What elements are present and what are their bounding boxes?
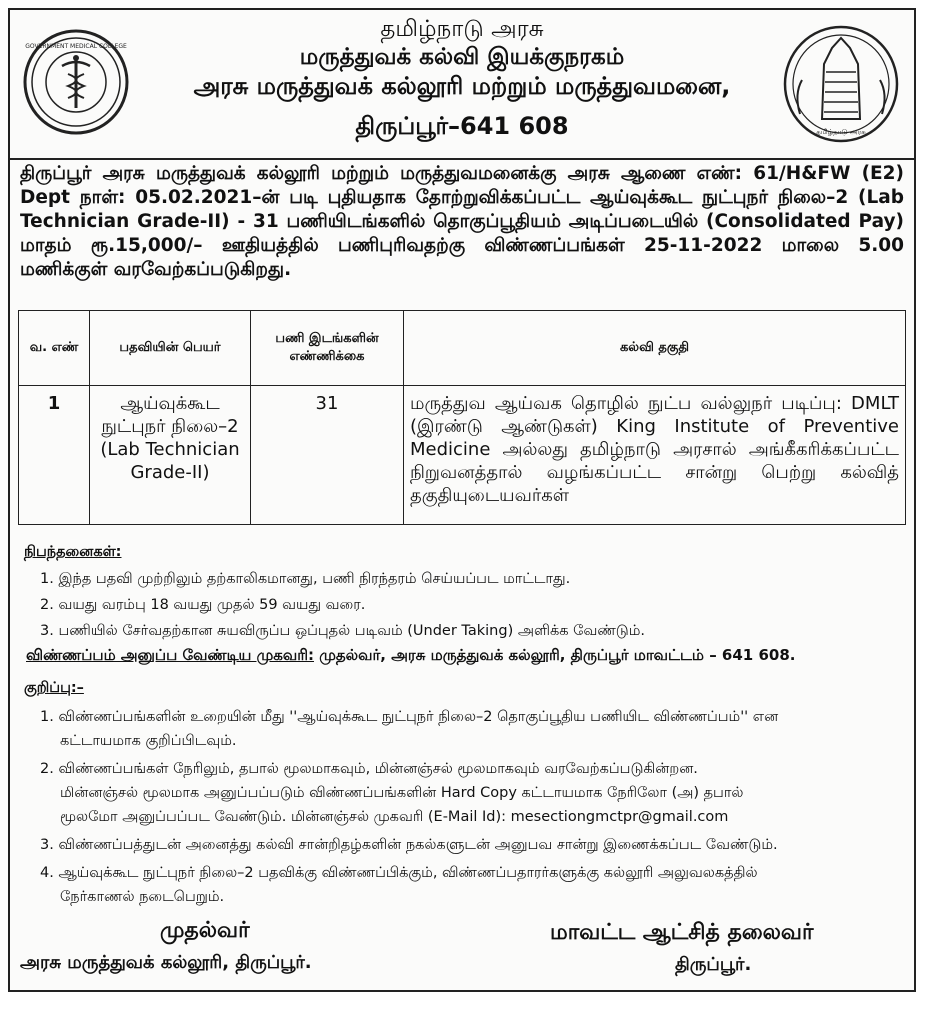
- condition-item: 3. பணியில் சேர்வதற்கான சுயவிருப்ப ஒப்புதல் படிவம் (Under Taking) அளிக்க வேண்டும்.: [40, 623, 645, 639]
- post-name-tamil: ஆய்வுக்கூட நுட்புநர் நிலை–2: [101, 393, 239, 437]
- note-item: 3. விண்ணப்பத்துடன் அனைத்து கல்வி சான்றிதழ்களின் நகல்களுடன் அனுபவ சான்று இணைக்கப்பட வேண்டும்.: [40, 837, 778, 853]
- seal-caption: GOVERNMENT MEDICAL COLLEGE: [25, 43, 127, 50]
- note-item: நேர்காணல் நடைபெறும்.: [60, 889, 225, 905]
- note-item: மின்னஞ்சல் மூலமாக அனுப்பப்படும் விண்ணப்பங்களின் Hard Copy கட்டாயமாக நேரிலோ (அ) தபால்: [60, 785, 744, 801]
- cell-post: [90, 386, 251, 525]
- principal-subtitle: அரசு மருத்துவக் கல்லூரி, திருப்பூர்.: [20, 952, 312, 973]
- conditions-title: நிபந்தனைகள்:: [24, 544, 122, 560]
- cell-qualification: மருத்துவ ஆய்வக தொழில் நுட்ப வல்லுநர் படிப்பு: DMLT (இரண்டு ஆண்டுகள்) King Institute of Preventive Medicine அல்லது தமிழ்நாடு அரசால் அங்கீகரிக்கப்பட்ட நிறுவனத்தால் வழங்கப்பட்ட சான்று பெற்று கல்வித் தகுதியுடையவர்கள்: [404, 386, 906, 525]
- posts-table: [18, 310, 906, 525]
- header-line-2: மருத்துவக் கல்வி இயக்குநரகம்: [299, 44, 625, 70]
- intro-text-1: திருப்பூர் அரசு மருத்துவக் கல்லூரி மற்றும் மருத்துவமனைக்கு அரசு ஆணை எண்: 61/H&FW (E2) Dept நாள்: 05.02.2021–ன் படி புதியதாக தோற்றுவிக்கப்பட்ட ஆய்வுக்கூட நுட்புநர் நிலை–2 (Lab Technician Grade-II) - 31 பணியிடங்களில் தொகுப்பூதியம் அடிப்படையில் (Consolidated Pay) மாதம் ரூ.15,000/– ஊதியத்தில் பணிபுரிவதற்கு விண்ணப்பங்கள்: [20, 163, 904, 256]
- condition-item: 1. இந்த பதவி முற்றிலும் தற்காலிகமானது, பணி நிரந்தரம் செய்யப்பட மாட்டாது.: [40, 571, 571, 587]
- collector-title: மாவட்ட ஆட்சித் தலைவர்: [550, 920, 814, 945]
- notice-header: [10, 10, 914, 160]
- note-item: 1. விண்ணப்பங்களின் உறையின் மீது ''ஆய்வுக்கூட நுட்புநர் நிலை–2 தொகுப்பூதிய பணியிட விண்ணப்பம்'' என: [40, 709, 779, 725]
- intro-text-2: மாலை 5.00 மணிக்குள் வரவேற்கப்படுகிறது.: [20, 235, 904, 280]
- header-post: பதவியின் பெயர்: [90, 311, 251, 386]
- header-line-3: அரசு மருத்துவக் கல்லூரி மற்றும் மருத்துவமனை,: [193, 72, 731, 100]
- table-header-row: [19, 311, 906, 386]
- table-row: [19, 386, 906, 525]
- header-count: பணி இடங்களின் எண்ணிக்கை: [251, 311, 404, 386]
- application-address: [26, 646, 795, 666]
- note-item: 4. ஆய்வுக்கூட நுட்புநர் நிலை–2 பதவிக்கு விண்ணப்பிக்கும், விண்ணப்பதாரர்களுக்கு கல்லூரி அலுவலகத்தில்: [40, 865, 758, 881]
- emblem-caption: தமிழ்நாடு அரசு: [816, 128, 866, 136]
- post-name-english: (Lab Technician Grade-II): [100, 439, 240, 483]
- notes-title: குறிப்பு:–: [24, 680, 84, 696]
- note-item: கட்டாயமாக குறிப்பிடவும்.: [60, 733, 237, 749]
- header-line-1: தமிழ்நாடு அரசு: [380, 16, 544, 42]
- header-sno: வ. எண்: [19, 311, 90, 386]
- address-value: முதல்வர், அரசு மருத்துவக் கல்லூரி, திருப்பூர் மாவட்டம் – 641 608.: [314, 646, 796, 664]
- principal-title: முதல்வர்: [160, 918, 250, 943]
- condition-item: 2. வயது வரம்பு 18 வயது முதல் 59 வயது வரை.: [40, 597, 366, 613]
- header-line-4: திருப்பூர்–641 608: [355, 112, 569, 140]
- cell-sno: 1: [19, 386, 90, 525]
- notice-page: [8, 8, 916, 992]
- deadline-date: 25-11-2022: [644, 235, 763, 256]
- intro-paragraph: [20, 162, 904, 282]
- address-label: விண்ணப்பம் அனுப்ப வேண்டிய முகவரி:: [26, 646, 314, 664]
- collector-subtitle: திருப்பூர்.: [675, 954, 752, 975]
- cell-count: 31: [251, 386, 404, 525]
- note-item: 2. விண்ணப்பங்கள் நேரிலும், தபால் மூலமாகவும், மின்னஞ்சல் மூலமாகவும் வரவேற்கப்படுகின்றன.: [40, 761, 698, 777]
- header-qualification: கல்வி தகுதி: [404, 311, 906, 386]
- note-email-line: மூலமோ அனுப்பப்பட வேண்டும். மின்னஞ்சல் முகவரி (E-Mail Id): mesectiongmctpr@gmail.com: [60, 809, 729, 825]
